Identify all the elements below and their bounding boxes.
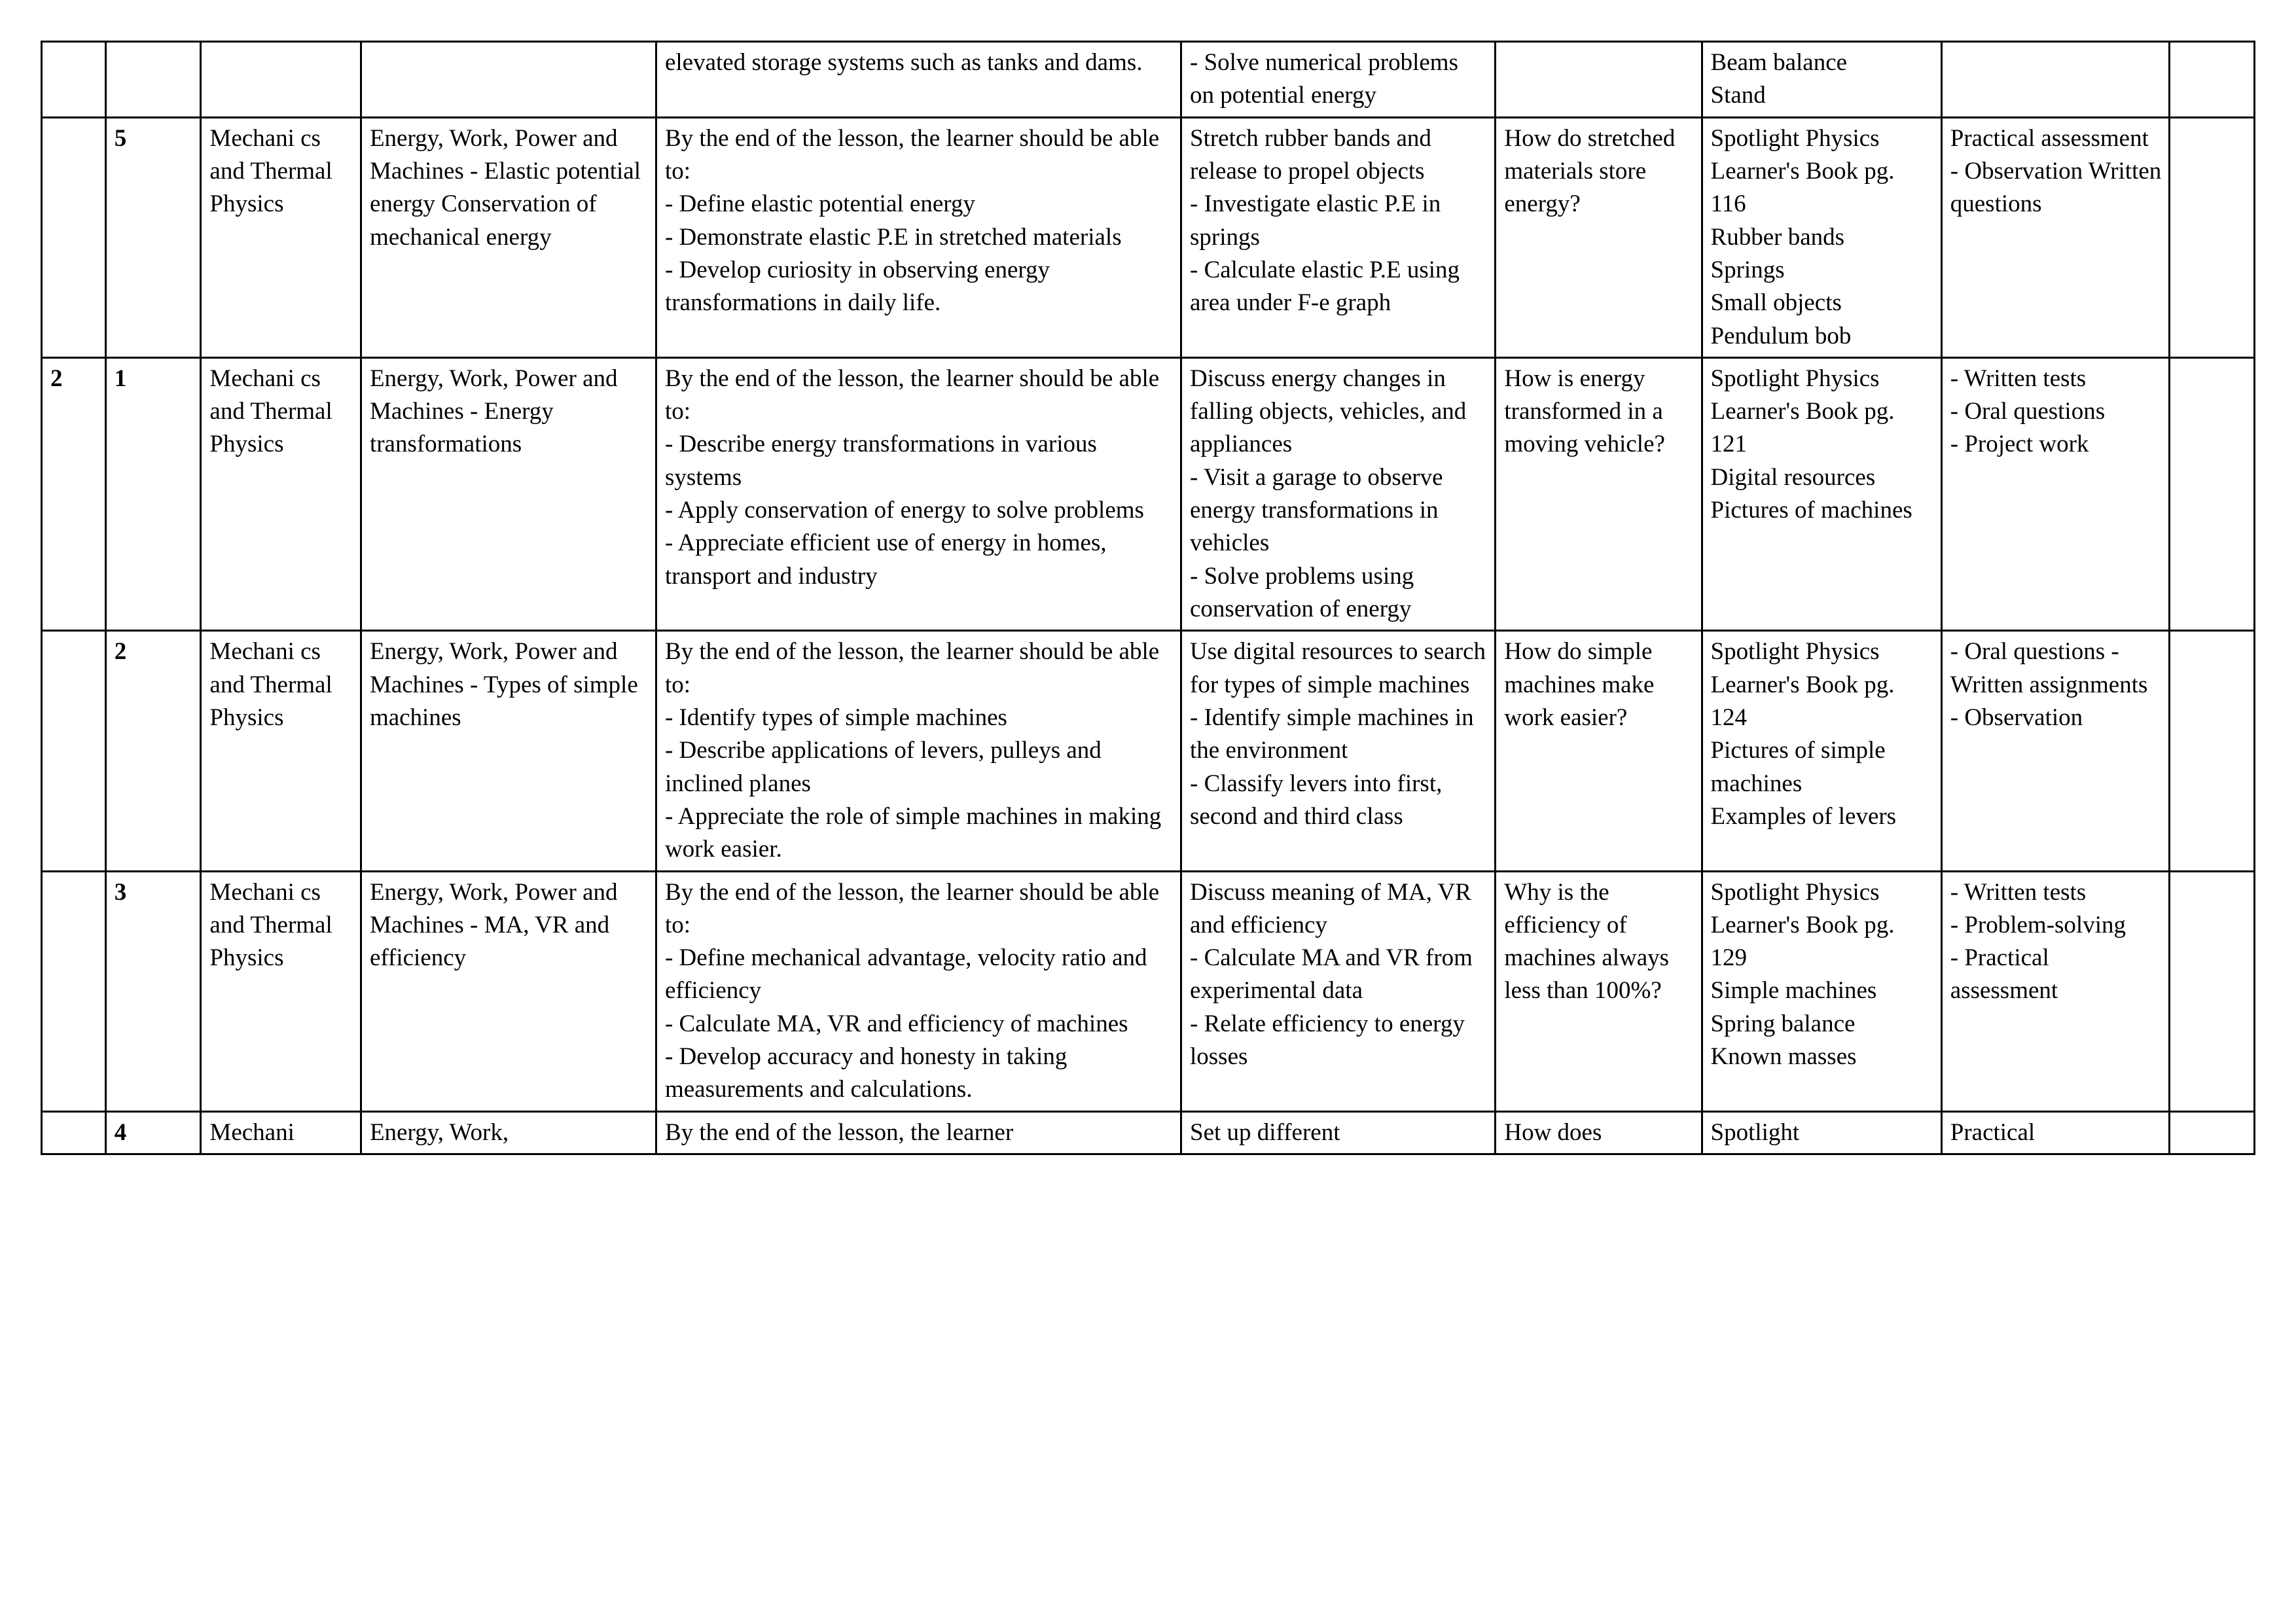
table-row	[42, 42, 2255, 118]
cell-assessment: - Written tests - Oral questions - Project work	[1941, 357, 2169, 631]
cell-reflection	[2169, 871, 2254, 1111]
cell-experiences: Stretch rubber bands and release to propel objects - Investigate elastic P.E in springs - Calculate elastic P.E using area under F-e graph	[1181, 117, 1496, 357]
table-row	[42, 631, 2255, 871]
cell-substrand: Energy, Work, Power and Machines - Elastic potential energy Conservation of mechanical energy	[361, 117, 656, 357]
cell-reflection	[2169, 42, 2254, 118]
cell-substrand: Energy, Work, Power and Machines - Energy transformations	[361, 357, 656, 631]
scheme-of-work-table	[41, 41, 2255, 1155]
cell-lesson: 1	[105, 357, 201, 631]
cell-strand: Mechani cs and Thermal Physics	[201, 871, 361, 1111]
table-row	[42, 357, 2255, 631]
cell-outcomes: By the end of the lesson, the learner should be able to: - Describe energy transformations in various systems - Apply conservation of energy to solve problems - Appreciate efficient use of energy in homes, transport and industry	[656, 357, 1181, 631]
cell-lesson: 5	[105, 117, 201, 357]
cell-reflection	[2169, 357, 2254, 631]
cell-week	[42, 117, 106, 357]
cell-resources: Beam balance Stand	[1702, 42, 1941, 118]
cell-lesson: 4	[105, 1111, 201, 1154]
cell-outcomes: elevated storage systems such as tanks and dams.	[656, 42, 1181, 118]
cell-assessment	[1941, 42, 2169, 118]
cell-experiences: Discuss energy changes in falling objects, vehicles, and appliances - Visit a garage to observe energy transformations in vehicles - Solve problems using conservation of energy	[1181, 357, 1496, 631]
cell-outcomes: By the end of the lesson, the learner should be able to: - Identify types of simple machines - Describe applications of levers, pulleys and inclined planes - Appreciate the role of simple machines in making work easier.	[656, 631, 1181, 871]
cell-resources: Spotlight	[1702, 1111, 1941, 1154]
cell-resources: Spotlight Physics Learner's Book pg. 116 Rubber bands Springs Small objects Pendulum bob	[1702, 117, 1941, 357]
cell-inquiry: How do stretched materials store energy?	[1496, 117, 1702, 357]
table-row	[42, 871, 2255, 1111]
cell-assessment: - Written tests - Problem-solving - Practical assessment	[1941, 871, 2169, 1111]
cell-reflection	[2169, 1111, 2254, 1154]
cell-substrand: Energy, Work,	[361, 1111, 656, 1154]
cell-outcomes: By the end of the lesson, the learner	[656, 1111, 1181, 1154]
cell-lesson	[105, 42, 201, 118]
table-body	[42, 42, 2255, 1154]
cell-inquiry	[1496, 42, 1702, 118]
cell-inquiry: How does	[1496, 1111, 1702, 1154]
cell-lesson: 3	[105, 871, 201, 1111]
cell-week	[42, 631, 106, 871]
cell-inquiry: Why is the efficiency of machines always less than 100%?	[1496, 871, 1702, 1111]
cell-experiences: Use digital resources to search for types of simple machines - Identify simple machines in the environment - Classify levers into first, second and third class	[1181, 631, 1496, 871]
cell-strand	[201, 42, 361, 118]
cell-reflection	[2169, 117, 2254, 357]
table-row	[42, 1111, 2255, 1154]
cell-lesson: 2	[105, 631, 201, 871]
cell-week	[42, 42, 106, 118]
cell-assessment: Practical	[1941, 1111, 2169, 1154]
cell-resources: Spotlight Physics Learner's Book pg. 129 Simple machines Spring balance Known masses	[1702, 871, 1941, 1111]
cell-strand: Mechani	[201, 1111, 361, 1154]
cell-inquiry: How is energy transformed in a moving vehicle?	[1496, 357, 1702, 631]
cell-outcomes: By the end of the lesson, the learner should be able to: - Define mechanical advantage, velocity ratio and efficiency - Calculate MA, VR and efficiency of machines - Develop accuracy and honesty in taking measurements and calculations.	[656, 871, 1181, 1111]
cell-week: 2	[42, 357, 106, 631]
cell-experiences: Set up different	[1181, 1111, 1496, 1154]
cell-experiences: - Solve numerical problems on potential energy	[1181, 42, 1496, 118]
cell-strand: Mechani cs and Thermal Physics	[201, 631, 361, 871]
cell-strand: Mechani cs and Thermal Physics	[201, 357, 361, 631]
cell-week	[42, 1111, 106, 1154]
cell-substrand: Energy, Work, Power and Machines - Types of simple machines	[361, 631, 656, 871]
cell-substrand	[361, 42, 656, 118]
cell-resources: Spotlight Physics Learner's Book pg. 121 Digital resources Pictures of machines	[1702, 357, 1941, 631]
cell-strand: Mechani cs and Thermal Physics	[201, 117, 361, 357]
table-row	[42, 117, 2255, 357]
cell-resources: Spotlight Physics Learner's Book pg. 124 Pictures of simple machines Examples of levers	[1702, 631, 1941, 871]
cell-week	[42, 871, 106, 1111]
cell-assessment: - Oral questions - Written assignments - Observation	[1941, 631, 2169, 871]
cell-assessment: Practical assessment - Observation Written questions	[1941, 117, 2169, 357]
cell-outcomes: By the end of the lesson, the learner should be able to: - Define elastic potential energy - Demonstrate elastic P.E in stretched materials - Develop curiosity in observing energy transformations in daily life.	[656, 117, 1181, 357]
cell-experiences: Discuss meaning of MA, VR and efficiency - Calculate MA and VR from experimental data - Relate efficiency to energy losses	[1181, 871, 1496, 1111]
cell-substrand: Energy, Work, Power and Machines - MA, VR and efficiency	[361, 871, 656, 1111]
cell-reflection	[2169, 631, 2254, 871]
cell-inquiry: How do simple machines make work easier?	[1496, 631, 1702, 871]
